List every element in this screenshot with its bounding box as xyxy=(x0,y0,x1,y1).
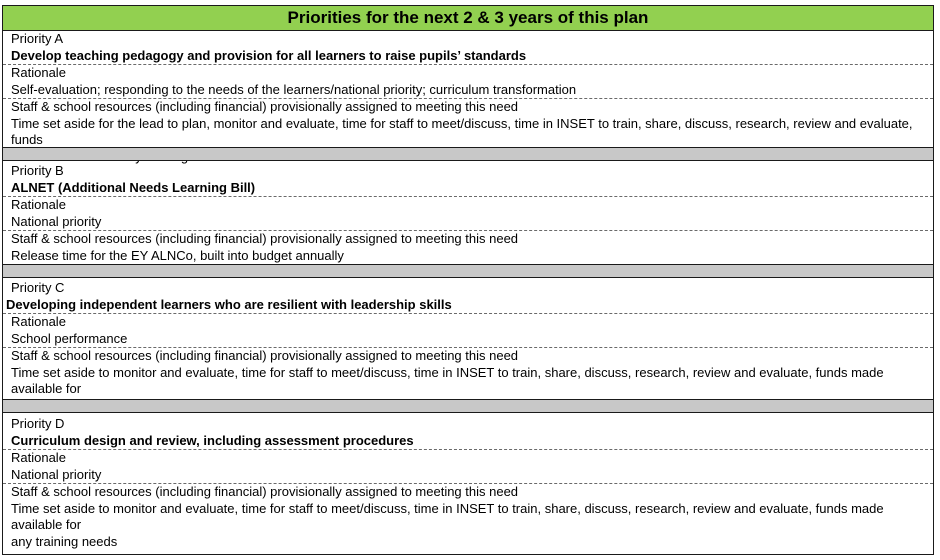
priority-b-name: ALNET (Additional Needs Learning Bill) xyxy=(11,179,256,195)
priority-a-resources-line-1: Time set aside for the lead to plan, monitor and evaluate, time for staff to meet/discuss, time in INSET to train, share, discuss, research, review and evaluate, funds xyxy=(11,115,913,147)
priority-c-rationale-label: Rationale xyxy=(3,313,933,331)
priority-a-rationale: Self-evaluation; responding to the needs of the learners/national priority; curriculum transformation xyxy=(11,81,577,97)
priority-c-resources-line-1: Time set aside to monitor and evaluate, time for staff to meet/discuss, time in INSET to train, share, discuss, research, review and evaluate, funds made available for xyxy=(11,364,884,396)
priority-a-name: Develop teaching pedagogy and provision for all learners to raise pupils’ standards xyxy=(11,47,527,63)
priority-d-heading: Priority D xyxy=(11,416,65,431)
priority-a-resources-label: Staff & school resources (including financial) provisionally assigned to meeting this need xyxy=(3,98,933,116)
priority-d-resources-line-2: any training needs xyxy=(11,533,118,549)
priority-c-block xyxy=(3,280,933,414)
priority-d-resources-line-1: Time set aside to monitor and evaluate, time for staff to meet/discuss, time in INSET to train, share, discuss, research, review and evaluate, funds made available for xyxy=(11,500,884,532)
priority-d-resources-label: Staff & school resources (including financial) provisionally assigned to meeting this need xyxy=(3,483,933,501)
priority-d-name: Curriculum design and review, including assessment procedures xyxy=(11,432,414,448)
row-spacer xyxy=(3,264,933,278)
priority-d-rationale-label: Rationale xyxy=(3,449,933,467)
priority-b-block xyxy=(3,163,933,264)
priority-a-heading: Priority A xyxy=(11,31,64,46)
priority-b-resources-label: Staff & school resources (including financial) provisionally assigned to meeting this need xyxy=(3,230,933,248)
priority-b-rationale-label: Rationale xyxy=(3,196,933,214)
priority-c-name: Developing independent learners who are resilient with leadership skills xyxy=(6,296,452,312)
priority-c-heading: Priority C xyxy=(11,280,65,295)
priorities-table xyxy=(2,5,934,555)
priority-d-rationale: National priority xyxy=(11,466,102,482)
priority-b-rationale: National priority xyxy=(11,213,102,229)
priority-d-block xyxy=(3,416,933,550)
priority-b-resources-line-1: Release time for the EY ALNCo, built into budget annually xyxy=(11,247,344,263)
priority-b-heading: Priority B xyxy=(11,163,64,178)
priority-c-resources-label: Staff & school resources (including financial) provisionally assigned to meeting this need xyxy=(3,347,933,365)
table-title: Priorities for the next 2 & 3 years of this plan xyxy=(3,6,933,31)
row-spacer xyxy=(3,147,933,161)
row-spacer xyxy=(3,399,933,413)
priority-a-rationale-label: Rationale xyxy=(3,64,933,82)
priority-a-block xyxy=(3,31,933,165)
priority-c-rationale: School performance xyxy=(11,330,128,346)
